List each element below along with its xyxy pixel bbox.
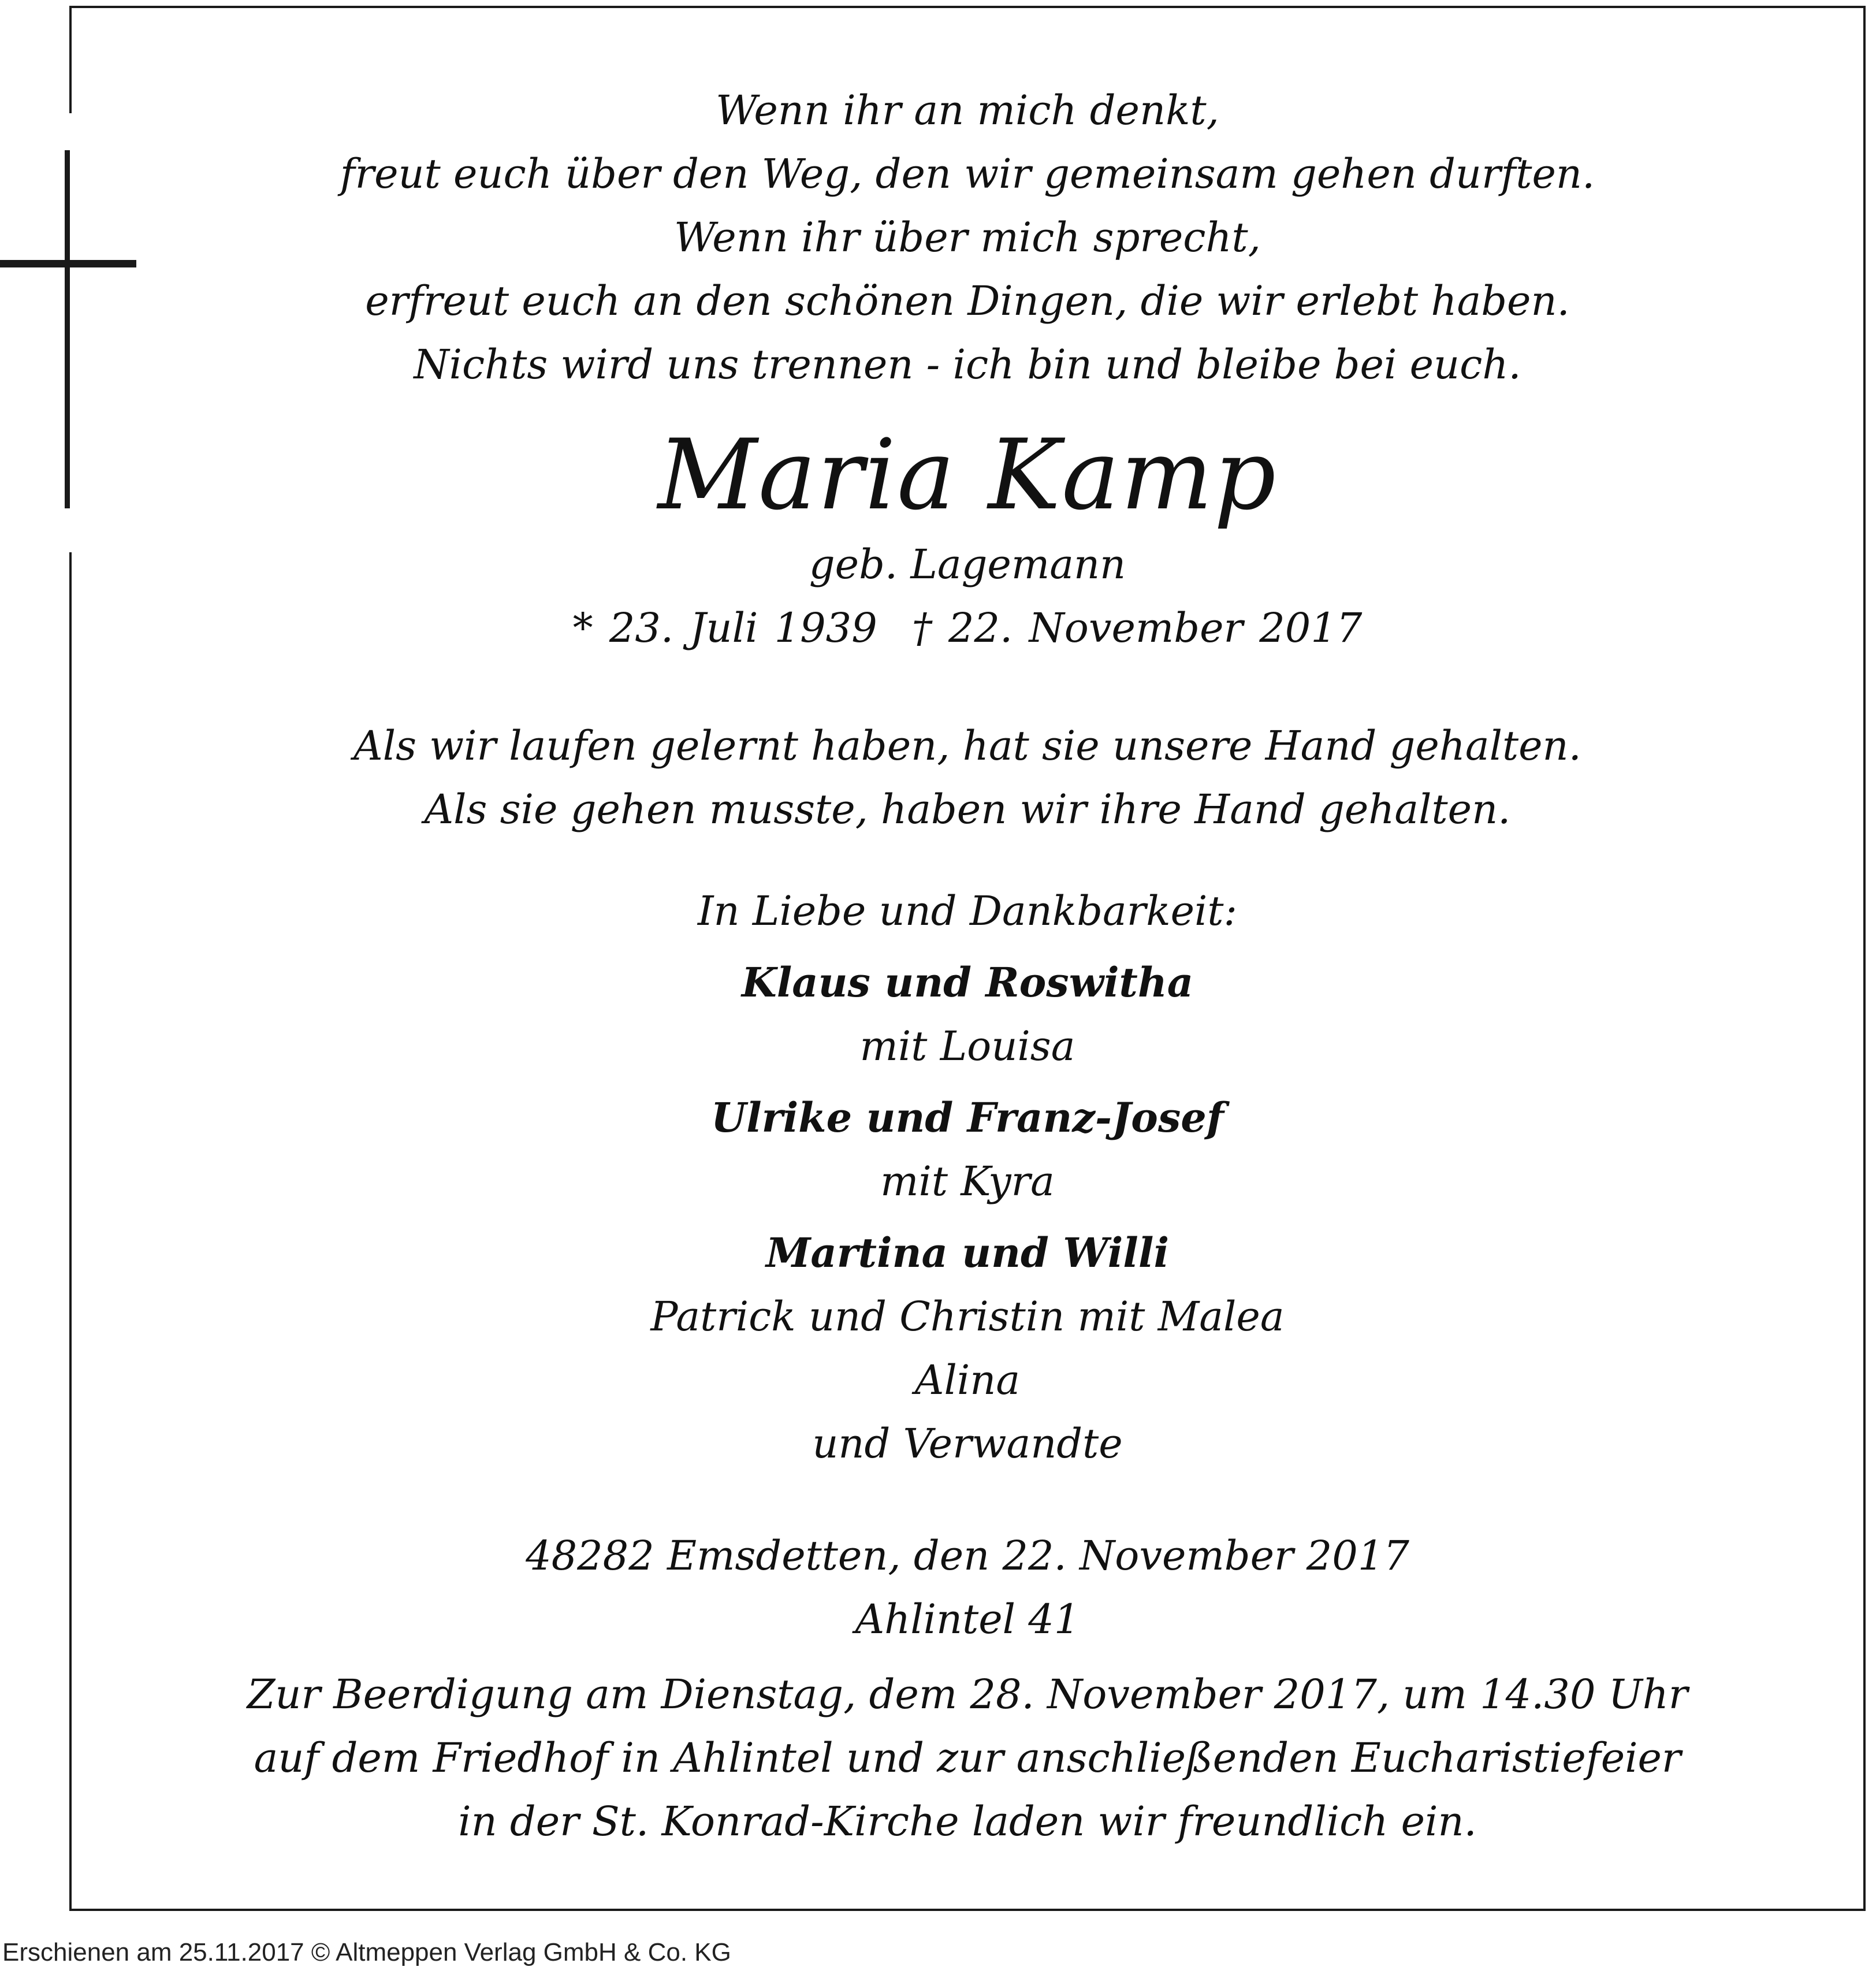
mourner-group: [72, 951, 1863, 1078]
death-date: † 22. November 2017: [911, 604, 1363, 652]
mourners-intro: In Liebe und Dankbarkeit:: [697, 887, 1238, 935]
mourner-names: Ulrike und Franz-Josef: [711, 1094, 1224, 1142]
invitation-line: Zur Beerdigung am Dienstag, dem 28. November 2017, um 14.30 Uhr: [247, 1671, 1688, 1718]
mourners-list: [72, 951, 1863, 1475]
address-line: Ahlintel 41: [855, 1596, 1080, 1643]
mourner-names: Martina und Willi: [765, 1229, 1170, 1277]
quote: [72, 714, 1863, 841]
poem-line: Wenn ihr über mich sprecht,: [674, 214, 1261, 261]
invitation-line: auf dem Friedhof in Ahlintel und zur anschließenden Eucharistiefeier: [254, 1734, 1681, 1782]
mourner-children: mit Kyra: [880, 1158, 1055, 1205]
mourner-children: Alina: [914, 1356, 1021, 1404]
mourner-children: mit Louisa: [859, 1023, 1075, 1070]
notice-content: [72, 6, 1863, 1853]
poem-line: Wenn ihr an mich denkt,: [716, 87, 1219, 134]
invitation-line: in der St. Konrad-Kirche laden wir freundlich ein.: [458, 1798, 1477, 1845]
life-dates: [72, 596, 1863, 660]
quote-line: Als sie gehen musste, haben wir ihre Hand gehalten.: [424, 786, 1511, 833]
birth-date: * 23. Juli 1939: [572, 604, 877, 652]
mourner-names: Klaus und Roswitha: [741, 958, 1194, 1006]
deceased-name: Maria Kamp: [657, 418, 1278, 531]
mourner-children: Patrick und Christin mit Malea: [650, 1293, 1285, 1340]
mourner-children: und Verwandte: [812, 1420, 1123, 1467]
quote-line: Als wir laufen gelernt haben, hat sie unsere Hand gehalten.: [353, 722, 1581, 769]
publication-footer: Erschienen am 25.11.2017 © Altmeppen Verlag GmbH & Co. KG: [2, 1938, 731, 1966]
mourner-group: [72, 1221, 1863, 1475]
poem-line: freut euch über den Weg, den wir gemeinsam gehen durften.: [340, 150, 1595, 198]
poem-line: Nichts wird uns trennen - ich bin und bleibe bei euch.: [414, 341, 1521, 388]
place-date-line: 48282 Emsdetten, den 22. November 2017: [526, 1532, 1409, 1579]
poem: [72, 79, 1863, 396]
maiden-name: geb. Lagemann: [809, 541, 1126, 588]
poem-line: erfreut euch an den schönen Dingen, die wir erlebt haben.: [365, 277, 1570, 325]
mourner-group: [72, 1086, 1863, 1213]
place-date: [72, 1524, 1863, 1651]
funeral-invitation: [72, 1663, 1863, 1853]
